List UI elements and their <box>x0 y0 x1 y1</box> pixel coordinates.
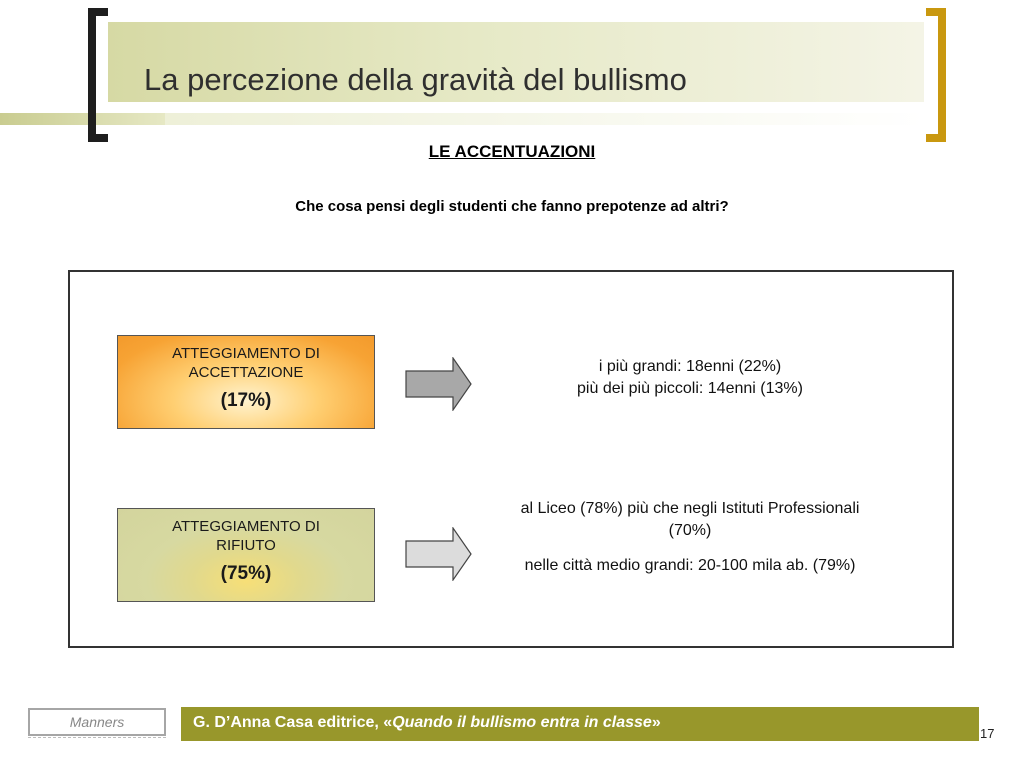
section-heading: LE ACCENTUAZIONI <box>428 142 596 161</box>
box-label-line2: ACCETTAZIONE <box>188 364 304 381</box>
box-label-line1: ATTEGGIAMENTO DI <box>172 345 320 362</box>
result-line1: i più grandi: 18enni (22%) <box>598 358 782 375</box>
footer-credit <box>193 714 661 732</box>
result-paragraph2: nelle città medio grandi: 20-100 mila ab. (79%) <box>524 557 856 574</box>
result-paragraph1: al Liceo (78%) più che negli Istituti Professionali (70%) <box>520 500 860 539</box>
badge-underline <box>28 737 166 738</box>
manners-badge: Manners <box>28 708 166 736</box>
rejection-attitude-box <box>117 508 375 602</box>
rejection-percent: (75%) <box>220 563 272 584</box>
acceptance-percent: (17%) <box>220 390 272 411</box>
acceptance-details <box>520 356 860 400</box>
box-label-line2: RIFIUTO <box>216 537 276 554</box>
footer-book-title: Quando il bullismo entra in classe <box>392 714 652 731</box>
footer-suffix: » <box>651 714 661 731</box>
right-arrow-icon <box>405 527 473 581</box>
footer-prefix: G. D’Anna Casa editrice, « <box>193 714 393 731</box>
title-separator-left <box>0 113 165 125</box>
right-bracket-decoration <box>926 8 946 142</box>
result-line2: più dei più piccoli: 14enni (13%) <box>577 380 803 397</box>
slide-title: La percezione della gravità del bullismo <box>144 62 687 97</box>
rejection-details <box>520 498 860 577</box>
left-bracket-decoration <box>88 8 108 142</box>
acceptance-attitude-box <box>117 335 375 429</box>
box-label-line1: ATTEGGIAMENTO DI <box>172 518 320 535</box>
title-separator-right <box>165 113 925 125</box>
right-arrow-icon <box>405 357 473 411</box>
page-number: 17 <box>980 726 995 741</box>
survey-question: Che cosa pensi degli studenti che fanno prepotenze ad altri? <box>295 198 729 215</box>
